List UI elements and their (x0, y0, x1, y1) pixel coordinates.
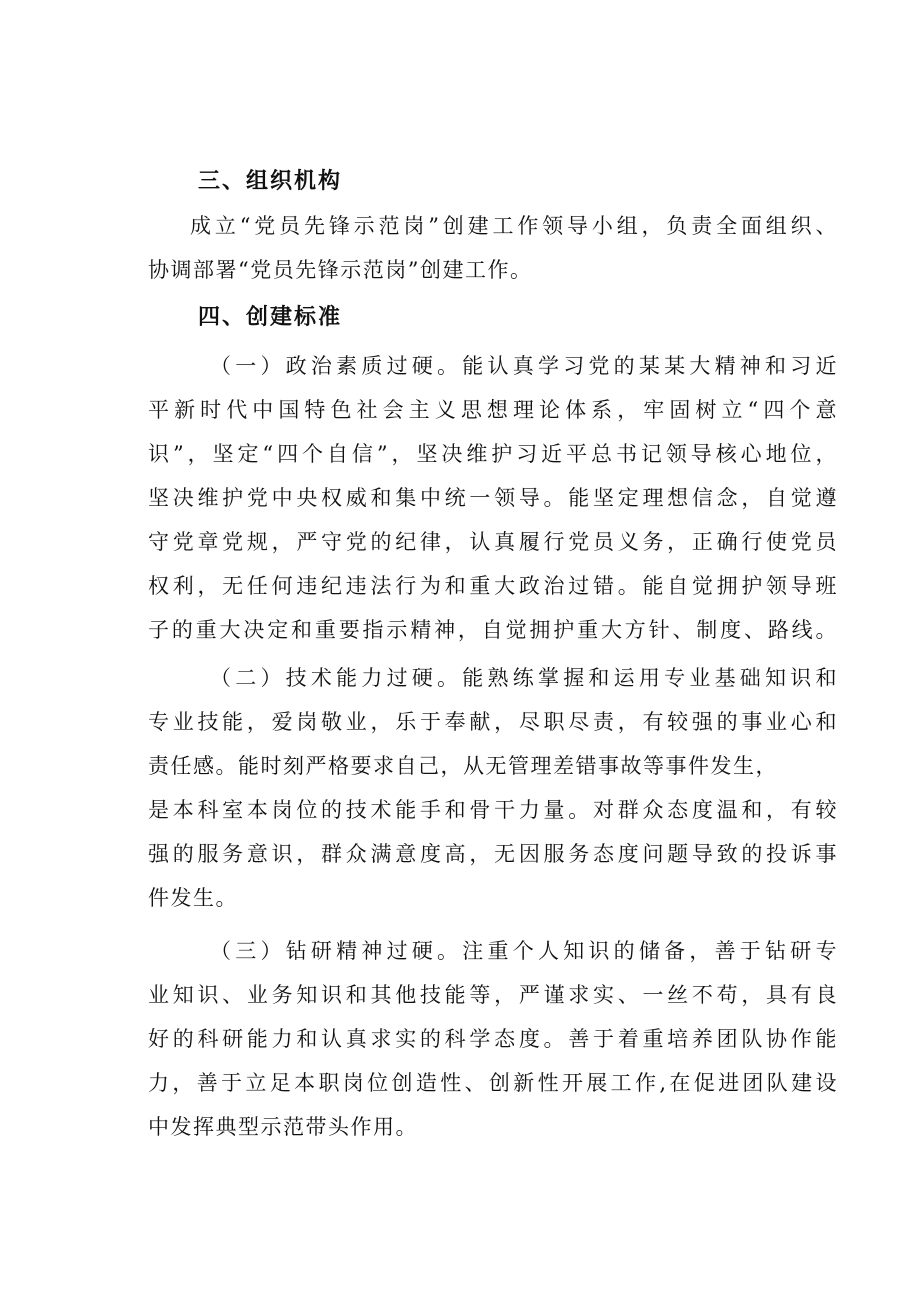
paragraph-line: （二）技术能力过硬。能熟练掌握和运用专业基础知识和 (210, 666, 838, 690)
paragraph-line: 中发挥典型示范带头作用。 (148, 1115, 418, 1139)
paragraph-line: 坚决维护党中央权威和集中统一领导。能坚定理想信念，自觉遵 (148, 486, 838, 510)
paragraph-line: 业知识、业务知识和其他技能等，严谨求实、一丝不苟，具有良 (148, 983, 838, 1007)
paragraph-technical-ability (148, 656, 838, 920)
paragraph-political-quality (148, 344, 838, 652)
paragraph-line: 平新时代中国特色社会主义思想理论体系，牢固树立“四个意 (148, 398, 838, 422)
paragraph-line: （三）钻研精神过硬。注重个人知识的储备，善于钻研专 (210, 939, 838, 963)
paragraph-line: 件发生。 (148, 886, 238, 910)
paragraph-research-spirit (148, 929, 838, 1149)
document-body (148, 160, 838, 1149)
paragraph-line: 专业技能，爱岗敬业，乐于奉献，尽职尽责，有较强的事业心和 (148, 710, 838, 734)
paragraph-line: 责任感。能时刻严格要求自己，从无管理差错事故等事件发生， (148, 754, 778, 778)
paragraph-line: 子的重大决定和重要指示精神，自觉拥护重大方针、制度、路线。 (148, 618, 838, 642)
section-heading-organization: 三、组织机构 (198, 169, 343, 194)
paragraph-line: 成立“党员先锋示范岗”创建工作领导小组，负责全面组织、 (190, 214, 838, 238)
paragraph-line: 是本科室本岗位的技术能手和骨干力量。对群众态度温和，有较 (148, 798, 838, 822)
section-heading-standards: 四、创建标准 (198, 305, 343, 330)
paragraph-line: 好的科研能力和认真求实的科学态度。善于着重培养团队协作能 (148, 1027, 838, 1051)
paragraph-line: 权利，无任何违纪违法行为和重大政治过错。能自觉拥护领导班 (148, 574, 838, 598)
paragraph-line: 守党章党规，严守党的纪律，认真履行党员义务，正确行使党员 (148, 530, 838, 554)
paragraph-line: 协调部署“党员先锋示范岗”创建工作。 (148, 258, 533, 282)
paragraph-line: 力，善于立足本职岗位创造性、创新性开展工作,在促进团队建设 (148, 1071, 838, 1095)
paragraph-line: 强的服务意识，群众满意度高，无因服务态度问题导致的投诉事 (148, 842, 838, 866)
paragraph-line: （一）政治素质过硬。能认真学习党的某某大精神和习近 (210, 354, 838, 378)
paragraph-line: 识”，坚定“四个自信”，坚决维护习近平总书记领导核心地位， (148, 442, 838, 466)
